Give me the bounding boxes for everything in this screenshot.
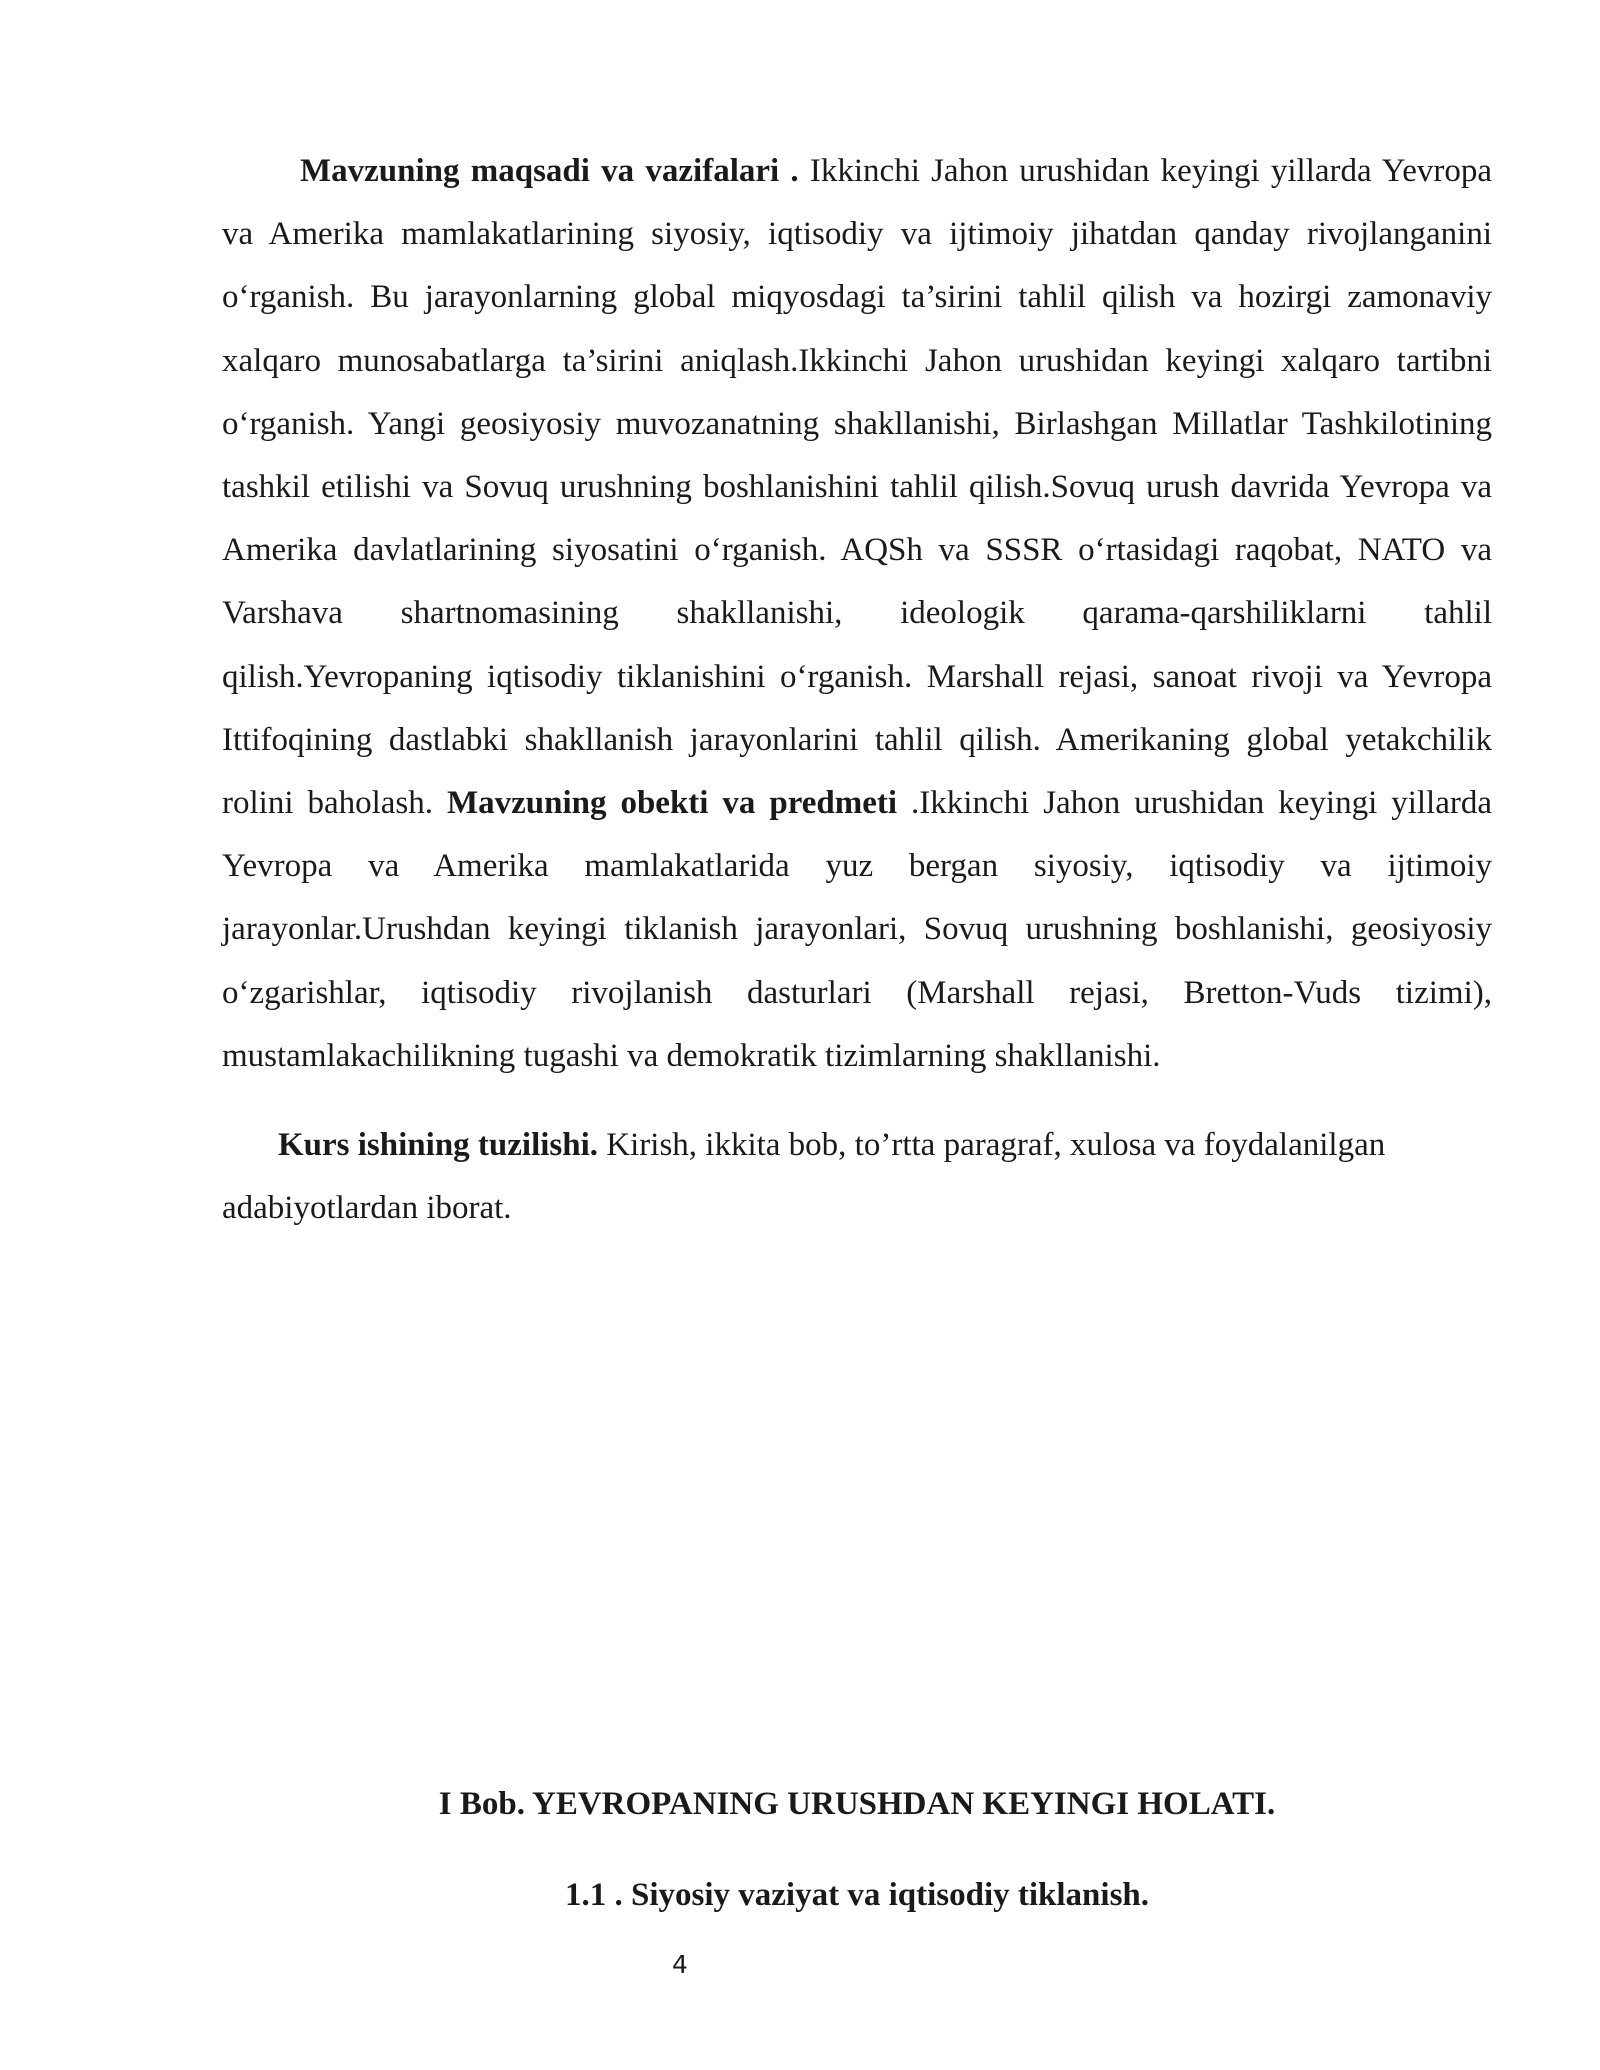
section-heading: 1.1 . Siyosiy vaziyat va iqtisodiy tiklanish. (564, 1877, 1150, 1913)
chapter-heading: I Bob. YEVROPANING URUSHDAN KEYINGI HOLATI. (438, 1786, 1276, 1822)
structure-paragraph (222, 1114, 1492, 1240)
body-text (222, 140, 1492, 1240)
goals-lead: Mavzuning maqsadi va vazifalari . (300, 153, 799, 189)
object-lead: Mavzuning obekti va predmeti (446, 785, 898, 822)
object-text: .Ikkinchi Jahon urushidan keyingi yillarda Yevropa va Amerika mamlakatlarida yuz bergan siyosiy, iqtisodiy va ijtimoiy jarayonlar.Urushdan keyingi tiklanish jarayonlari, Sovuq urushning boshlanishi, geosiyosiy o‘zgarishlar, iqtisodiy rivojlanish dasturlari (Marshall rejasi, Bretton-Vuds tizimi), mustamlakachilikning tugashi va demokratik tizimlarning shakllanishi. (222, 785, 1492, 1074)
goals-text: Ikkinchi Jahon urushidan keyingi yillarda Yevropa va Amerika mamlakatlarining siyosiy, iqtisodiy va ijtimoiy jihatdan qanday rivojlanganini o‘rganish. Bu jarayonlarning global miqyosdagi ta’sirini tahlil qilish va hozirgi zamonaviy xalqaro munosabatlarga ta’sirini aniqlash.Ikkinchi Jahon urushidan keyingi xalqaro tartibni o‘rganish. Yangi geosiyosiy muvozanatning shakllanishi, Birlashgan Millatlar Tashkilotining tashkil etilishi va Sovuq urushning boshlanishini tahlil qilish.Sovuq urush davrida Yevropa va Amerika davlatlarining siyosatini o‘rganish. AQSh va SSSR o‘rtasidagi raqobat, NATO va Varshava shartnomasining shakllanishi, ideologik qarama-qarshiliklarni tahlil qilish.Yevropaning iqtisodiy tiklanishini o‘rganish. Marshall rejasi, sanoat rivoji va Yevropa Ittifoqining dastlabki shakllanish jarayonlarini tahlil qilish. Amerikaning global yetakchilik rolini baholash. (222, 153, 1492, 822)
goals-paragraph (222, 140, 1492, 1088)
structure-text: Kirish, ikkita bob, to’rtta paragraf, xulosa va foydalanilgan adabiyotlardan iborat. (222, 1127, 1386, 1227)
structure-lead: Kurs ishining tuzilishi. (278, 1127, 599, 1164)
page-number: 4 (672, 1950, 688, 1979)
